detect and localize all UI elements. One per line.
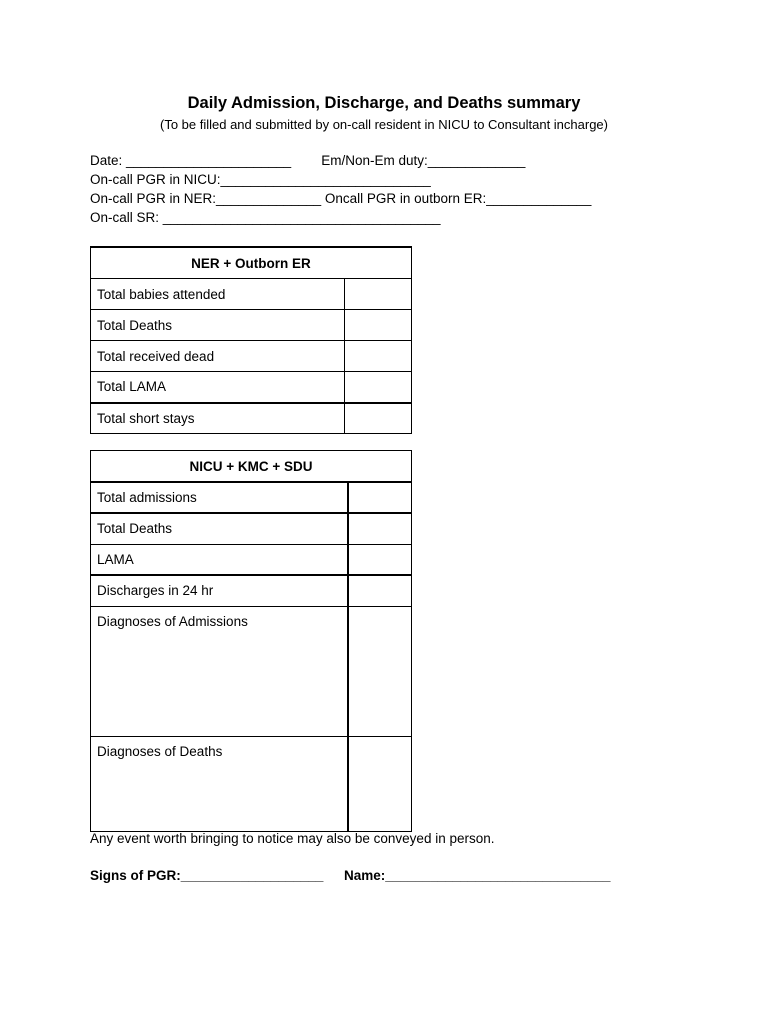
value-cell [345, 279, 412, 310]
ner-outborn-header: NER + Outborn ER [91, 247, 412, 279]
date-duty-line: Date: ______________________ Em/Non-Em duty:_____________ [90, 153, 526, 168]
row-label: Diagnoses of Deaths [91, 736, 349, 831]
value-cell [345, 372, 412, 403]
row-label: LAMA [91, 544, 349, 575]
nicu-kmc-sdu-table [90, 450, 412, 832]
row-label: Total Deaths [91, 513, 349, 544]
row-label: Total babies attended [91, 279, 345, 310]
row-label: Discharges in 24 hr [91, 575, 349, 606]
nicu-kmc-sdu-header: NICU + KMC + SDU [91, 451, 412, 483]
value-cell [348, 482, 412, 513]
value-cell [345, 310, 412, 341]
value-cell [348, 736, 412, 831]
form-title: Daily Admission, Discharge, and Deaths summary [187, 94, 581, 112]
value-cell [348, 544, 412, 575]
row-label: Total Deaths [91, 310, 345, 341]
oncall-sr-line: On-call SR: _____________________________________ [90, 210, 441, 225]
form-subtitle: (To be filled and submitted by on-call resident in NICU to Consultant incharge) [159, 117, 608, 132]
pgr-ner-outborn-line: On-call PGR in NER:______________ Oncall PGR in outborn ER:______________ [90, 191, 592, 206]
row-label: Total short stays [91, 403, 345, 434]
row-label: Total LAMA [91, 372, 345, 403]
value-cell [348, 513, 412, 544]
value-cell [348, 575, 412, 606]
ner-outborn-table [90, 246, 412, 434]
row-label: Total received dead [91, 341, 345, 372]
value-cell [345, 341, 412, 372]
row-label: Total admissions [91, 482, 349, 513]
row-label: Diagnoses of Admissions [91, 606, 349, 736]
notice-text: Any event worth bringing to notice may also be conveyed in person. [90, 831, 495, 846]
value-cell [345, 403, 412, 434]
pgr-nicu-line: On-call PGR in NICU:____________________________ [90, 172, 431, 187]
value-cell [348, 606, 412, 736]
name-field: Name:______________________________ [344, 868, 611, 883]
signs-of-pgr-field: Signs of PGR:___________________ [90, 868, 324, 883]
